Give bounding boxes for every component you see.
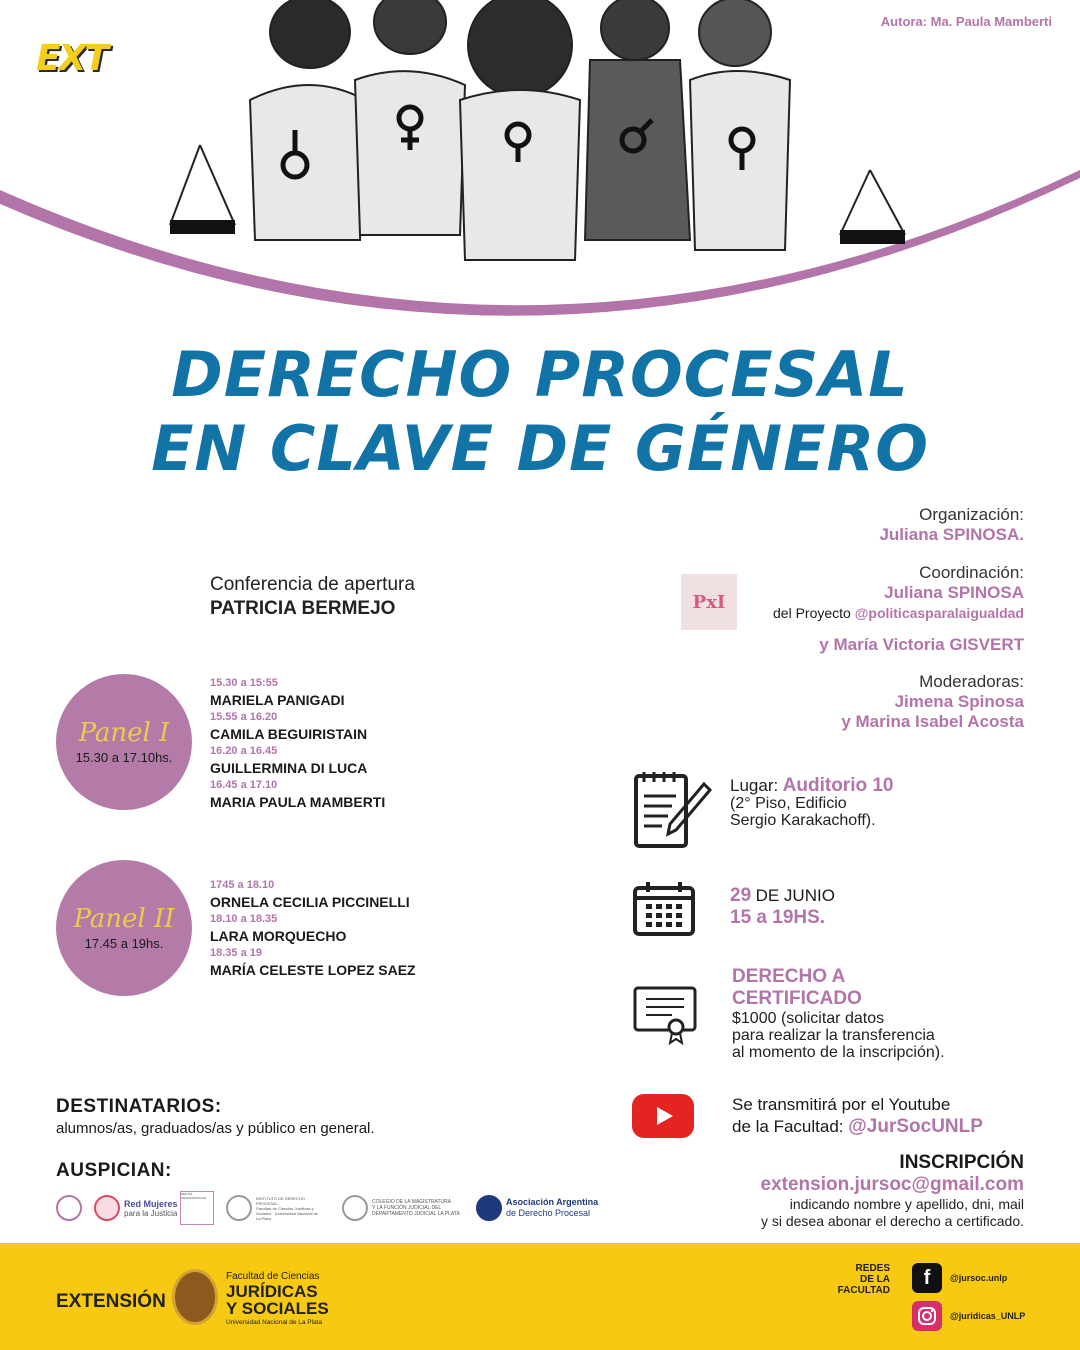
social-label-2: DE LA	[860, 1274, 890, 1285]
project-prefix: del Proyecto	[773, 605, 851, 621]
notepad-icon	[632, 770, 712, 850]
place-venue: Auditorio 10	[782, 775, 894, 796]
place-line1: (2° Piso, Edificio	[730, 795, 847, 812]
registration-heading: INSCRIPCIÓN	[899, 1152, 1024, 1173]
sponsor-name: INSTITUTO DE DERECHO PROCESAL	[256, 1195, 305, 1206]
panel-2-title: Panel II	[73, 903, 175, 934]
sponsor-name: Asociación Argentina	[506, 1197, 599, 1207]
youtube-handle[interactable]: @JurSocUNLP	[848, 1116, 983, 1137]
faculty-university: Universidad Nacional de La Plata	[226, 1319, 323, 1326]
co-coordinator: y María Victoria GISVERT	[819, 635, 1024, 654]
date-month: DE JUNIO	[755, 886, 835, 905]
project-handle: @politicasparalaigualdad	[854, 605, 1024, 621]
opening-label: Conferencia de apertura	[210, 574, 415, 595]
social-label-3: FACULTAD	[837, 1285, 890, 1296]
date-time: 15 a 19HS.	[730, 907, 826, 928]
panel-1-hours: 15.30 a 17.10hs.	[75, 749, 173, 765]
schedule-time: 18.35 a 19	[210, 947, 262, 959]
instagram-handle[interactable]: @juridicas_UNLP	[950, 1311, 1026, 1321]
sponsor-sub: Y LA FUNCIÓN JUDICIAL DEL DEPARTAMENTO JUDICIAL LA PLATA	[372, 1205, 460, 1217]
sponsor-logo-1	[56, 1190, 82, 1226]
calendar-icon	[632, 880, 696, 938]
coordination-label: Coordinación:	[919, 563, 1024, 582]
registration-email[interactable]: extension.jursoc@gmail.com	[760, 1174, 1024, 1195]
faculty-name-2: Y SOCIALES	[226, 1299, 329, 1318]
faculty-small: Facultad de Ciencias	[226, 1271, 320, 1282]
sponsor-seal-icon	[56, 1195, 82, 1221]
instagram-icon[interactable]	[912, 1301, 942, 1331]
moderator-2: y Marina Isabel Acosta	[841, 712, 1024, 731]
sponsor-instituto	[226, 1190, 324, 1226]
sponsor-name: RED DE PROFESIONALES	[180, 1191, 214, 1225]
sponsor-name: COLEGIO DE LA MAGISTRATURA	[372, 1199, 452, 1205]
schedule-time: 15.30 a 15:55	[210, 677, 278, 689]
ext-logo: EXT	[36, 38, 107, 79]
registration-block	[761, 1152, 1025, 1230]
university-seal-icon	[172, 1269, 218, 1325]
sponsor-sub: para la Justicia	[124, 1208, 178, 1218]
registration-detail-2: y si desea abonar el derecho a certificado.	[760, 1213, 1024, 1229]
sponsor-sub: de Derecho Procesal	[506, 1208, 591, 1218]
audience-heading: DESTINATARIOS:	[56, 1096, 222, 1117]
panel-1-schedule	[210, 676, 385, 812]
instagram-link[interactable]	[912, 1301, 1025, 1331]
certificate-title-2: CERTIFICADO	[732, 988, 862, 1009]
youtube-line2: de la Facultad:	[732, 1117, 844, 1136]
schedule-time: 1745 a 18.10	[210, 879, 275, 891]
schedule-speaker: MARÍA CELESTE LOPEZ SAEZ	[210, 962, 416, 978]
sponsor-red-profesionales	[180, 1190, 216, 1226]
schedule-speaker: CAMILA BEGUIRISTAIN	[210, 726, 368, 742]
asociacion-logo-icon	[476, 1195, 502, 1221]
coordination-name: Juliana SPINOSA	[884, 583, 1024, 602]
organization-name: Juliana SPINOSA.	[879, 525, 1024, 544]
facebook-handle[interactable]: @jursoc.unlp	[950, 1273, 1008, 1283]
youtube-block	[732, 1094, 983, 1138]
date-block	[730, 885, 835, 929]
schedule-speaker: GUILLERMINA DI LUCA	[210, 760, 368, 776]
sponsor-sub: Facultad de Ciencias Jurídicas y Sociales · Universidad Nacional de La Plata	[256, 1205, 319, 1221]
coordination-block	[773, 563, 1024, 655]
schedule-speaker: ORNELA CECILIA PICCINELLI	[210, 894, 410, 910]
schedule-speaker: LARA MORQUECHO	[210, 928, 347, 944]
title-line2: EN CLAVE DE GÉNERO	[151, 412, 929, 485]
footer-bar	[0, 1243, 1080, 1350]
panel-1-title: Panel I	[78, 717, 170, 748]
schedule-speaker: MARIELA PANIGADI	[210, 692, 345, 708]
certificate-detail-3: al momento de la inscripción).	[732, 1044, 945, 1061]
sponsor-red-mujeres	[94, 1190, 178, 1226]
certificate-block	[732, 966, 945, 1061]
certificate-detail-1: $1000 (solicitar datos	[732, 1010, 885, 1027]
project-logo: PxI	[681, 574, 737, 630]
footer-extension: EXTENSIÓN	[56, 1291, 166, 1312]
certificate-title-1: DERECHO A	[732, 966, 846, 987]
certificate-icon	[632, 985, 698, 1045]
facebook-icon[interactable]: f	[912, 1263, 942, 1293]
panel-1-badge	[56, 674, 192, 810]
organization-label: Organización:	[919, 505, 1024, 524]
sponsor-asociacion	[476, 1190, 602, 1226]
audience-text: alumnos/as, graduados/as y público en general.	[56, 1120, 375, 1137]
sponsors-heading: AUSPICIAN:	[56, 1160, 172, 1181]
moderator-1: Jimena Spinosa	[894, 692, 1024, 711]
audience-block	[56, 1096, 375, 1137]
date-day: 29	[730, 885, 752, 906]
organization-block	[879, 505, 1024, 545]
moderators-block	[841, 672, 1024, 732]
title-line1: DERECHO PROCESAL	[171, 338, 909, 411]
colegio-seal-icon	[342, 1195, 368, 1221]
instituto-seal-icon	[226, 1195, 252, 1221]
faculty-name	[226, 1283, 329, 1317]
registration-detail-1: indicando nombre y apellido, dni, mail	[789, 1196, 1024, 1212]
sponsor-colegio	[342, 1190, 466, 1226]
faculty-name-1: JURÍDICAS	[226, 1282, 318, 1301]
youtube-icon[interactable]	[632, 1094, 694, 1138]
facebook-link[interactable]	[912, 1263, 1007, 1293]
red-mujeres-icon	[94, 1195, 120, 1221]
social-label-1: REDES	[855, 1263, 890, 1274]
panel-2-schedule	[210, 878, 416, 980]
author-credit: Autora: Ma. Paula Mamberti	[880, 14, 1052, 29]
schedule-time: 16.20 a 16.45	[210, 745, 278, 757]
place-line2: Sergio Karakachoff).	[730, 812, 876, 829]
opening-speaker: PATRICIA BERMEJO	[210, 598, 396, 619]
header-illustration	[0, 0, 1080, 330]
schedule-time: 15.55 a 16.20	[210, 711, 278, 723]
youtube-line1: Se transmitirá por el Youtube	[732, 1095, 951, 1114]
place-label: Lugar:	[730, 776, 779, 795]
certificate-detail-2: para realizar la transferencia	[732, 1027, 935, 1044]
opening-conference	[210, 573, 415, 621]
sponsor-name: Red Mujeres	[124, 1198, 178, 1209]
schedule-time: 18.10 a 18.35	[210, 913, 278, 925]
schedule-time: 16.45 a 17.10	[210, 779, 278, 791]
moderators-label: Moderadoras:	[919, 672, 1024, 691]
place-block	[730, 777, 894, 829]
social-label	[824, 1263, 890, 1296]
panel-2-badge	[56, 860, 192, 996]
panel-2-hours: 17.45 a 19hs.	[84, 935, 164, 951]
schedule-speaker: MARIA PAULA MAMBERTI	[210, 794, 386, 810]
